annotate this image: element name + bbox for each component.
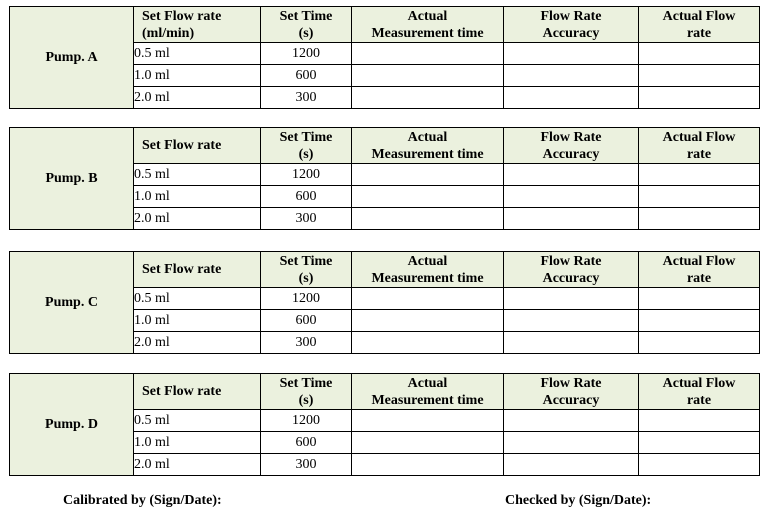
set-time-cell: 600 <box>261 186 352 208</box>
set-time-cell: 1200 <box>261 164 352 186</box>
header-set-time: Set Time (s) <box>261 7 352 43</box>
flow-rate-cell: 1.0 ml <box>134 432 261 454</box>
actual-flow-entry[interactable] <box>639 410 760 432</box>
accuracy-entry[interactable] <box>504 432 639 454</box>
header-set-time: Set Time (s) <box>261 252 352 288</box>
flow-rate-cell: 1.0 ml <box>134 186 261 208</box>
actual-flow-entry[interactable] <box>639 186 760 208</box>
actual-flow-entry[interactable] <box>639 208 760 230</box>
pump-a-table <box>9 6 760 109</box>
header-actual-measurement-time: Actual Measurement time <box>352 7 504 43</box>
actual-flow-entry[interactable] <box>639 454 760 476</box>
actual-time-entry[interactable] <box>352 186 504 208</box>
actual-time-entry[interactable] <box>352 65 504 87</box>
accuracy-entry[interactable] <box>504 410 639 432</box>
header-actual-flow-rate: Actual Flow rate <box>639 128 760 164</box>
flow-rate-cell: 0.5 ml <box>134 43 261 65</box>
set-time-cell: 1200 <box>261 410 352 432</box>
flow-rate-cell: 0.5 ml <box>134 164 261 186</box>
flow-rate-cell: 1.0 ml <box>134 310 261 332</box>
header-actual-flow-rate: Actual Flow rate <box>639 252 760 288</box>
set-time-cell: 600 <box>261 310 352 332</box>
actual-flow-entry[interactable] <box>639 87 760 109</box>
header-set-flow-rate: Set Flow rate <box>134 252 261 288</box>
actual-flow-entry[interactable] <box>639 65 760 87</box>
accuracy-entry[interactable] <box>504 186 639 208</box>
set-time-cell: 300 <box>261 332 352 354</box>
accuracy-entry[interactable] <box>504 65 639 87</box>
header-set-time: Set Time (s) <box>261 374 352 410</box>
pump-b-table <box>9 127 760 230</box>
header-flow-rate-accuracy: Flow Rate Accuracy <box>504 128 639 164</box>
actual-time-entry[interactable] <box>352 43 504 65</box>
flow-rate-cell: 2.0 ml <box>134 208 261 230</box>
checked-by-label: Checked by (Sign/Date): <box>505 493 652 508</box>
accuracy-entry[interactable] <box>504 310 639 332</box>
pump-d-table <box>9 373 760 476</box>
header-flow-rate-accuracy: Flow Rate Accuracy <box>504 374 639 410</box>
header-flow-rate-accuracy: Flow Rate Accuracy <box>504 252 639 288</box>
actual-time-entry[interactable] <box>352 208 504 230</box>
flow-rate-cell: 2.0 ml <box>134 454 261 476</box>
header-actual-measurement-time: Actual Measurement time <box>352 374 504 410</box>
header-flow-rate-accuracy: Flow Rate Accuracy <box>504 7 639 43</box>
actual-flow-entry[interactable] <box>639 43 760 65</box>
actual-flow-entry[interactable] <box>639 164 760 186</box>
flow-rate-cell: 2.0 ml <box>134 87 261 109</box>
header-set-flow-rate: Set Flow rate (ml/min) <box>134 7 261 43</box>
actual-flow-entry[interactable] <box>639 310 760 332</box>
header-actual-flow-rate: Actual Flow rate <box>639 374 760 410</box>
flow-rate-cell: 2.0 ml <box>134 332 261 354</box>
set-time-cell: 300 <box>261 208 352 230</box>
accuracy-entry[interactable] <box>504 43 639 65</box>
set-time-cell: 300 <box>261 87 352 109</box>
flow-rate-cell: 1.0 ml <box>134 65 261 87</box>
pump-name: Pump. D <box>10 374 134 476</box>
accuracy-entry[interactable] <box>504 87 639 109</box>
set-time-cell: 600 <box>261 65 352 87</box>
flow-rate-cell: 0.5 ml <box>134 410 261 432</box>
actual-time-entry[interactable] <box>352 310 504 332</box>
actual-flow-entry[interactable] <box>639 332 760 354</box>
header-set-flow-rate: Set Flow rate <box>134 374 261 410</box>
pump-name: Pump. C <box>10 252 134 354</box>
header-actual-measurement-time: Actual Measurement time <box>352 128 504 164</box>
set-time-cell: 600 <box>261 432 352 454</box>
set-time-cell: 1200 <box>261 288 352 310</box>
accuracy-entry[interactable] <box>504 164 639 186</box>
header-set-flow-rate: Set Flow rate <box>134 128 261 164</box>
pump-name: Pump. A <box>10 7 134 109</box>
actual-time-entry[interactable] <box>352 432 504 454</box>
set-time-cell: 300 <box>261 454 352 476</box>
actual-time-entry[interactable] <box>352 288 504 310</box>
actual-time-entry[interactable] <box>352 164 504 186</box>
actual-flow-entry[interactable] <box>639 288 760 310</box>
calibrated-by-label: Calibrated by (Sign/Date): <box>63 493 222 508</box>
pump-c-table <box>9 251 760 354</box>
actual-time-entry[interactable] <box>352 410 504 432</box>
actual-time-entry[interactable] <box>352 454 504 476</box>
accuracy-entry[interactable] <box>504 454 639 476</box>
flow-rate-cell: 0.5 ml <box>134 288 261 310</box>
actual-flow-entry[interactable] <box>639 432 760 454</box>
actual-time-entry[interactable] <box>352 332 504 354</box>
header-set-time: Set Time (s) <box>261 128 352 164</box>
accuracy-entry[interactable] <box>504 288 639 310</box>
pump-name: Pump. B <box>10 128 134 230</box>
header-actual-measurement-time: Actual Measurement time <box>352 252 504 288</box>
actual-time-entry[interactable] <box>352 87 504 109</box>
set-time-cell: 1200 <box>261 43 352 65</box>
accuracy-entry[interactable] <box>504 208 639 230</box>
header-actual-flow-rate: Actual Flow rate <box>639 7 760 43</box>
accuracy-entry[interactable] <box>504 332 639 354</box>
